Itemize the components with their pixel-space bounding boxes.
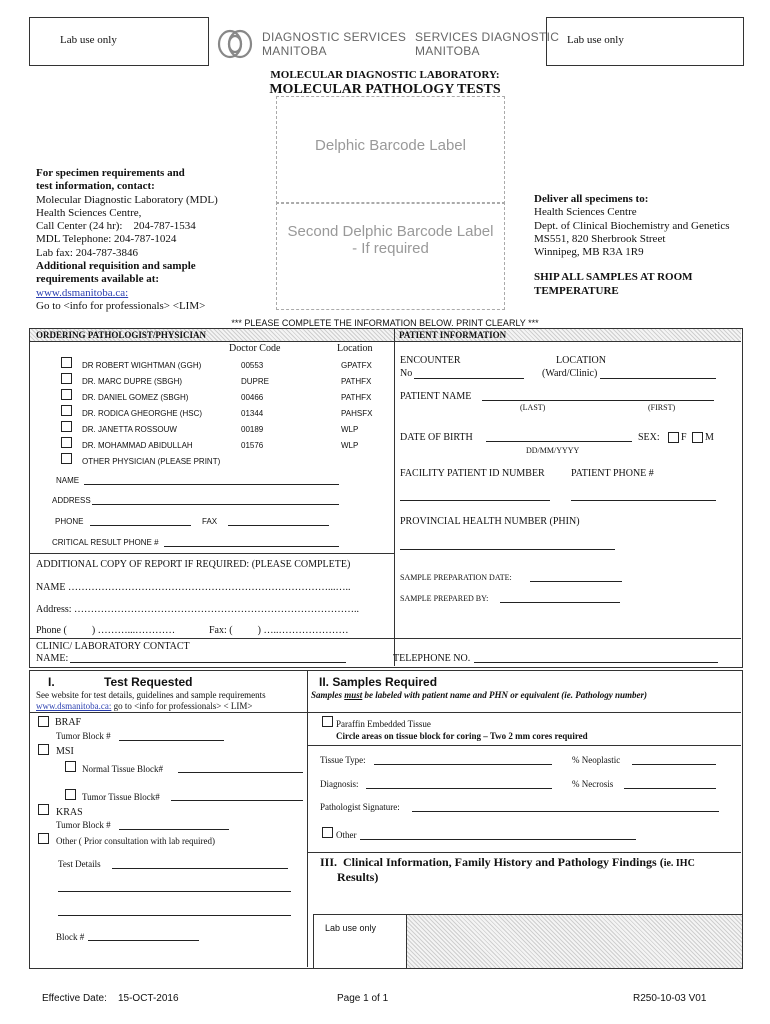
- doctor-checkbox[interactable]: [61, 437, 72, 448]
- form-divider: [394, 329, 395, 666]
- paraffin-label: Paraffin Embedded Tissue: [336, 719, 431, 729]
- necrosis-label: % Necrosis: [572, 779, 614, 789]
- clinical-heading-ie: ie. IHC: [663, 858, 695, 869]
- deliver-line: TEMPERATURE: [534, 284, 619, 297]
- deliver-block: [534, 193, 730, 298]
- lab-use-box-bottom: [313, 914, 407, 969]
- contact-line: Lab fax: 204-787-3846: [36, 246, 139, 259]
- contact-line: requirements available at:: [36, 273, 160, 286]
- patient-heading: PATIENT INFORMATION: [399, 330, 507, 340]
- deliver-line: Health Sciences Centre: [534, 206, 637, 219]
- tests-website-link[interactable]: www.dsmanitoba.ca:: [36, 701, 112, 711]
- other-sample-field[interactable]: [360, 839, 636, 840]
- prep-by-label: SAMPLE PREPARED BY:: [400, 594, 489, 603]
- barcode-label-text: Delphic Barcode Label: [315, 137, 466, 154]
- lab-use-label: Lab use only: [60, 34, 117, 46]
- contact-line: Go to <info for professionals> <LIM>: [36, 299, 206, 312]
- tests-subtext-2: [36, 701, 252, 711]
- msi-tumor-label: Tumor Tissue Block#: [82, 792, 160, 802]
- logo-en-line1: DIAGNOSTIC SERVICES: [262, 30, 407, 44]
- doctor-code: DUPRE: [241, 377, 270, 386]
- doctor-checkbox[interactable]: [61, 389, 72, 400]
- ordering-heading: ORDERING PATHOLOGIST/PHYSICIAN: [36, 330, 206, 340]
- physician-name-label: NAME: [56, 476, 80, 485]
- encounter-no-label: No: [400, 368, 413, 379]
- contact-block: [36, 167, 218, 313]
- sex-f-checkbox[interactable]: [668, 432, 679, 443]
- page-title-2: MOLECULAR PATHOLOGY TESTS: [269, 82, 501, 97]
- sex-m-checkbox[interactable]: [692, 432, 703, 443]
- encounter-no-field[interactable]: [414, 378, 524, 379]
- doctor-location: PAHSFX: [341, 409, 373, 418]
- col-location: Location: [337, 343, 373, 354]
- paraffin-checkbox[interactable]: [322, 716, 333, 727]
- doctor-name: DR. RODICA GHEORGHE (HSC): [82, 409, 203, 418]
- prep-date-field[interactable]: [530, 581, 622, 582]
- copy-heading: ADDITIONAL COPY OF REPORT IF REQUIRED: (PLEASE COMPLETE): [36, 559, 351, 570]
- ward-label: (Ward/Clinic): [542, 368, 598, 379]
- second-barcode-text: Second Delphic Barcode Label: [287, 223, 494, 240]
- clinic-divider: [30, 638, 741, 639]
- second-barcode-text-2: - If required: [352, 240, 429, 257]
- facility-id-field[interactable]: [400, 500, 550, 501]
- msi-tumor-checkbox[interactable]: [65, 789, 76, 800]
- pathologist-signature-label: Pathologist Signature:: [320, 802, 400, 812]
- clinical-heading-a: III. Clinical Information, Family History and Pathology Findings (: [320, 855, 664, 869]
- logo-en-line2: MANITOBA: [262, 44, 327, 58]
- doctor-code: 00553: [241, 361, 264, 370]
- doctor-code: 00189: [241, 425, 264, 434]
- other-physician-label: OTHER PHYSICIAN (PLEASE PRINT): [82, 457, 221, 466]
- location-field[interactable]: [600, 378, 716, 379]
- copy-address: Address: …………………………………………………………………………..: [36, 604, 360, 615]
- print-clearly-notice: *** PLEASE COMPLETE THE INFORMATION BELOW. PRINT CLEARLY ***: [231, 318, 539, 328]
- first-name-label: (FIRST): [648, 403, 676, 412]
- ordering-heading-bar: [30, 329, 394, 342]
- clinical-heading-results: Results): [337, 870, 379, 884]
- patient-heading-bar: [395, 329, 741, 342]
- physician-fax-label: FAX: [202, 517, 218, 526]
- doctor-location: PATHFX: [341, 377, 372, 386]
- lab-use-box-left: [29, 17, 209, 66]
- physician-address-field[interactable]: [92, 504, 339, 505]
- braf-checkbox[interactable]: [38, 716, 49, 727]
- physician-name-field[interactable]: [84, 484, 339, 485]
- location-label: LOCATION: [556, 355, 606, 366]
- diagnosis-label: Diagnosis:: [320, 779, 359, 789]
- patient-name-field[interactable]: [482, 400, 714, 401]
- doctor-checkbox[interactable]: [61, 405, 72, 416]
- effective-date: Effective Date: 15-OCT-2016: [42, 993, 179, 1004]
- second-barcode-area: [276, 202, 505, 310]
- logo-fr-line2: MANITOBA: [415, 44, 480, 58]
- lab-use-label: Lab use only: [567, 34, 624, 46]
- sex-f-label: F: [681, 432, 687, 443]
- kras-block-label: Tumor Block #: [56, 820, 111, 830]
- sex-label: SEX:: [638, 432, 660, 443]
- dsm-logo: [216, 26, 258, 62]
- test-details-label: Test Details: [58, 859, 101, 869]
- doctor-code: 01344: [241, 409, 264, 418]
- tissue-type-label: Tissue Type:: [320, 755, 366, 765]
- dob-field[interactable]: [486, 441, 632, 442]
- patient-name-label: PATIENT NAME: [400, 391, 472, 402]
- doctor-location: GPATFX: [341, 361, 372, 370]
- deliver-line: Winnipeg, MB R3A 1R9: [534, 246, 644, 259]
- test-details-line[interactable]: [58, 915, 291, 916]
- physician-fax-field[interactable]: [228, 525, 329, 526]
- doctor-name: DR. DANIEL GOMEZ (SBGH): [82, 393, 189, 402]
- copy-fax: Fax: ( ) …..…………………: [209, 625, 349, 636]
- clinic-name-label: NAME:: [36, 653, 69, 664]
- samples-sub-divider: [308, 712, 741, 713]
- doctor-code: 00466: [241, 393, 264, 402]
- doctor-name: DR. MOHAMMAD ABIDULLAH: [82, 441, 193, 450]
- critical-phone-field[interactable]: [164, 546, 339, 547]
- diagnosis-field[interactable]: [366, 788, 552, 789]
- msi-checkbox[interactable]: [38, 744, 49, 755]
- doctor-checkbox[interactable]: [61, 357, 72, 368]
- contact-line: MDL Telephone: 204-787-1024: [36, 233, 177, 246]
- form-code: R250-10-03 V01: [633, 993, 707, 1004]
- dob-label: DATE OF BIRTH: [400, 432, 473, 443]
- lab-use-hatched-area: [405, 914, 742, 968]
- samples-must: must: [344, 690, 363, 700]
- dob-format-label: DD/MM/YYYY: [526, 446, 580, 455]
- contact-line: Health Sciences Centre,: [36, 206, 142, 219]
- prep-date-label: SAMPLE PREPARATION DATE:: [400, 573, 512, 582]
- tests-divider: [307, 671, 308, 967]
- contact-line: For specimen requirements and: [36, 167, 185, 179]
- physician-address-label: ADDRESS: [52, 496, 91, 505]
- doctor-checkbox[interactable]: [61, 373, 72, 384]
- kras-block-field[interactable]: [119, 829, 229, 830]
- clinic-telephone-label: TELEPHONE NO.: [393, 653, 471, 664]
- samples-heading: II. Samples Required: [319, 675, 438, 689]
- deliver-line: SHIP ALL SAMPLES AT ROOM: [534, 271, 693, 284]
- phin-field[interactable]: [400, 549, 615, 550]
- samples-subtext-b: be labeled with patient name and PHN or equivalent (ie. Pathology number): [362, 690, 648, 700]
- braf-label: BRAF: [55, 717, 82, 728]
- other-sample-label: Other: [336, 830, 357, 840]
- lab-use-label: Lab use only: [325, 923, 377, 933]
- dsm-logo-icon: [216, 26, 258, 62]
- copy-divider-top: [30, 553, 394, 554]
- doctor-checkbox[interactable]: [61, 421, 72, 432]
- physician-phone-label: PHONE: [55, 517, 84, 526]
- clinical-divider: [308, 852, 741, 853]
- phin-label: PROVINCIAL HEALTH NUMBER (PHIN): [400, 516, 580, 527]
- tests-number: I.: [48, 675, 55, 689]
- deliver-line: Deliver all specimens to:: [534, 193, 649, 205]
- msi-normal-label: Normal Tissue Block#: [82, 764, 164, 774]
- doctor-code: 01576: [241, 441, 264, 450]
- contact-line: Molecular Diagnostic Laboratory (MDL): [36, 193, 218, 206]
- copy-phone: Phone ( ) ………...…………: [36, 625, 176, 636]
- sex-m-label: M: [705, 432, 714, 443]
- lab-use-box-right: [546, 17, 744, 66]
- deliver-line: MS551, 820 Sherbrook Street: [534, 232, 666, 245]
- other-sample-checkbox[interactable]: [322, 827, 333, 838]
- deliver-line: Dept. of Clinical Biochemistry and Genetics: [534, 219, 730, 232]
- physician-phone-field[interactable]: [90, 525, 191, 526]
- doctor-name: DR. JANETTA ROSSOUW: [82, 425, 177, 434]
- coring-instructions: Circle areas on tissue block for coring – Two 2 mm cores required: [336, 731, 588, 741]
- facility-id-label: FACILITY PATIENT ID NUMBER: [400, 468, 545, 479]
- critical-phone-label: CRITICAL RESULT PHONE #: [52, 538, 159, 547]
- doctor-location: WLP: [341, 425, 359, 434]
- encounter-label: ENCOUNTER: [400, 355, 461, 366]
- website-link[interactable]: www.dsmanitoba.ca:: [36, 286, 129, 299]
- msi-label: MSI: [56, 746, 74, 757]
- doctor-name: DR. MARC DUPRE (SBGH): [82, 377, 183, 386]
- other-test-label: Other ( Prior consultation with lab required): [56, 836, 215, 846]
- braf-block-label: Tumor Block #: [56, 731, 111, 741]
- logo-text-fr: [415, 30, 559, 58]
- prep-by-field[interactable]: [500, 602, 620, 603]
- tests-subtext-tail: go to <info for professionals> < LIM>: [111, 701, 253, 711]
- other-test-checkbox[interactable]: [38, 833, 49, 844]
- samples-inner-divider: [308, 745, 741, 746]
- doctor-name: DR ROBERT WIGHTMAN (GGH): [82, 361, 202, 370]
- col-doctor-code: Doctor Code: [229, 343, 281, 354]
- clinical-heading: [320, 855, 695, 870]
- neoplastic-field[interactable]: [632, 764, 716, 765]
- kras-checkbox[interactable]: [38, 804, 49, 815]
- block-label: Block #: [56, 932, 85, 942]
- copy-name: NAME ……………………………………………………………………...…..: [36, 582, 351, 593]
- test-details-field[interactable]: [112, 868, 288, 869]
- test-details-line[interactable]: [58, 891, 291, 892]
- contact-line: test information, contact:: [36, 180, 155, 193]
- other-physician-checkbox[interactable]: [61, 453, 72, 464]
- doctor-location: WLP: [341, 441, 359, 450]
- patient-phone-field[interactable]: [571, 500, 716, 501]
- barcode-label-area: [276, 96, 505, 204]
- page-title-1: MOLECULAR DIAGNOSTIC LABORATORY:: [270, 69, 500, 81]
- clinic-telephone-field[interactable]: [474, 662, 718, 663]
- contact-line: Additional requisition and sample: [36, 260, 196, 273]
- samples-subtext: [311, 690, 647, 700]
- logo-fr-line1: SERVICES DIAGNOSTIC: [415, 30, 560, 44]
- pathologist-signature-field[interactable]: [412, 811, 719, 812]
- last-name-label: (LAST): [520, 403, 546, 412]
- necrosis-field[interactable]: [624, 788, 716, 789]
- clinic-name-field[interactable]: [70, 662, 346, 663]
- msi-tumor-field[interactable]: [171, 800, 303, 801]
- page-number: Page 1 of 1: [337, 993, 389, 1004]
- clinic-contact-label: CLINIC/ LABORATORY CONTACT: [36, 641, 190, 652]
- msi-normal-field[interactable]: [178, 772, 303, 773]
- block-field[interactable]: [88, 940, 199, 941]
- tests-sub-divider: [30, 712, 307, 713]
- patient-phone-label: PATIENT PHONE #: [571, 468, 654, 479]
- msi-normal-checkbox[interactable]: [65, 761, 76, 772]
- samples-subtext-a: Samples: [311, 690, 345, 700]
- tests-heading: Test Requested: [104, 675, 193, 689]
- kras-label: KRAS: [56, 807, 83, 818]
- neoplastic-label: % Neoplastic: [572, 755, 621, 765]
- tests-subtext: See website for test details, guidelines and sample requirements: [36, 690, 266, 700]
- tissue-type-field[interactable]: [374, 764, 552, 765]
- braf-block-field[interactable]: [119, 740, 224, 741]
- logo-text-en: [262, 30, 406, 58]
- contact-line: Call Center (24 hr): 204-787-1534: [36, 220, 196, 233]
- doctor-location: PATHFX: [341, 393, 372, 402]
